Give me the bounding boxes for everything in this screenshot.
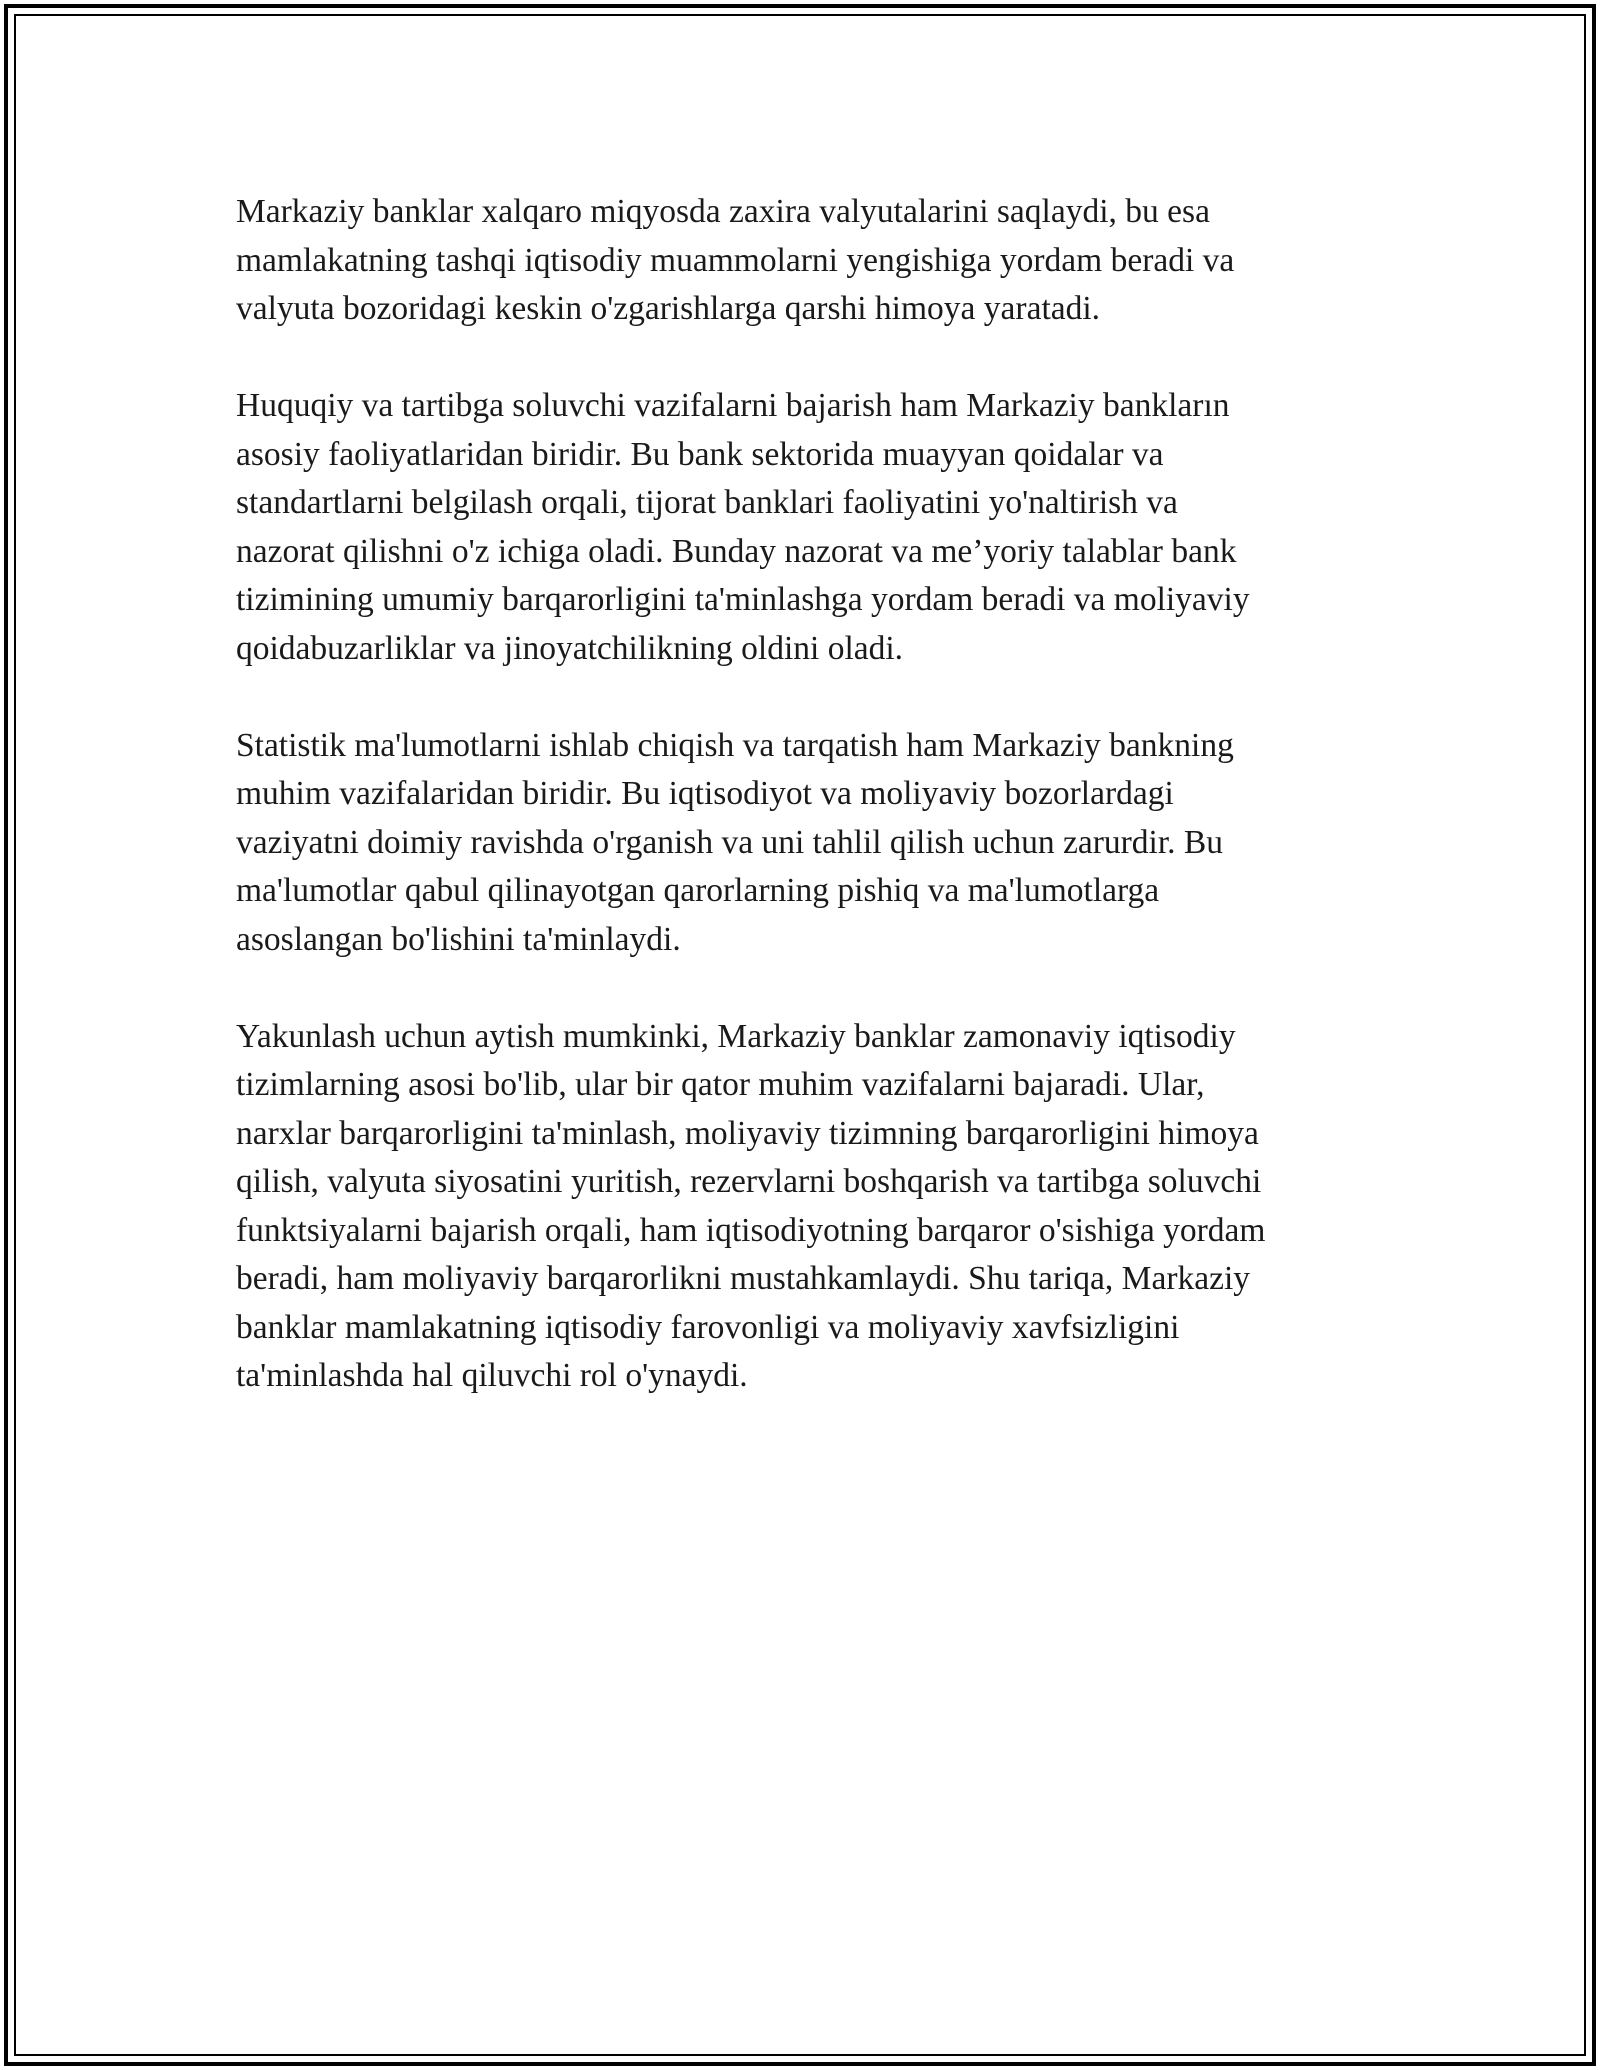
paragraph-regulation — [236, 382, 1386, 673]
text-line: banklar mamlakatning iqtisodiy farovonligi va moliyaviy xavfsizligini — [236, 1308, 1180, 1346]
text-line: qoidabuzarliklar va jinoyatchilikning oldini oladi. — [236, 629, 904, 667]
paragraph-statistics — [236, 722, 1386, 965]
text-line: qilish, valyuta siyosatini yuritish, rezervlarni boshqarish va tartibga soluvchi — [236, 1163, 1262, 1200]
paragraph-conclusion — [236, 1013, 1386, 1401]
text-line: ta'minlashda hal qiluvchi rol o'ynaydi. — [236, 1357, 748, 1394]
text-line: ma'lumotlar qabul qilinayotgan qarorlarning pishiq va ma'lumotlarga — [236, 872, 1160, 909]
text-line: Markaziy banklar xalqaro miqyosda zaxira valyutalarini saqlaydi, bu esa — [236, 193, 1210, 230]
text-line: beradi, ham moliyaviy barqarorlikni mustahkamlaydi. Shu tariqa, Markaziy — [236, 1260, 1251, 1297]
text-line: standartlarni belgilash orqali, tijorat banklari faoliyatini yo'naltirish va — [236, 484, 1178, 521]
text-line: funktsiyalarni bajarish orqali, ham iqtisodiyotning barqaror o'sishiga yordam — [236, 1211, 1266, 1249]
text-line: tizimining umumiy barqarorligini ta'minlashga yordam beradi va moliyaviy — [236, 581, 1250, 618]
text-line: asosiy faoliyatlaridan biridir. Bu bank sektorida muayyan qoidalar va — [236, 435, 1164, 473]
text-line: asoslangan bo'lishini ta'minlaydi. — [236, 920, 681, 958]
text-line: Statistik ma'lumotlarni ishlab chiqish va tarqatish ham Markaziy bankning — [236, 726, 1234, 764]
text-line: Yakunlash uchun aytish mumkinki, Markaziy banklar zamonaviy iqtisodiy — [236, 1017, 1236, 1055]
text-line: vaziyatni doimiy ravishda o'rganish va uni tahlil qilish uchun zarurdir. Bu — [236, 823, 1223, 861]
text-line: muhim vazifalaridan biridir. Bu iqtisodiyot va moliyaviy bozorlardagi — [236, 775, 1174, 812]
text-line: narxlar barqarorligini ta'minlash, moliyaviy tizimning barqarorligini himoya — [236, 1114, 1259, 1152]
text-line: valyuta bozoridagi keskin o'zgarishlarga qarshi himoya yaratadi. — [236, 290, 1101, 327]
document-body — [236, 188, 1386, 1449]
text-line: Huquqiy va tartibga soluvchi vazifalarni bajarish ham Markaziy bankların — [236, 387, 1230, 424]
text-line: mamlakatning tashqi iqtisodiy muammolarni yengishiga yordam beradi va — [236, 241, 1235, 279]
paragraph-reserves — [236, 188, 1386, 334]
text-line: nazorat qilishni o'z ichiga oladi. Bunday nazorat va me’yoriy talablar bank — [236, 532, 1237, 570]
text-line: tizimlarning asosi bo'lib, ular bir qator muhim vazifalarni bajaradi. Ular, — [236, 1066, 1205, 1103]
